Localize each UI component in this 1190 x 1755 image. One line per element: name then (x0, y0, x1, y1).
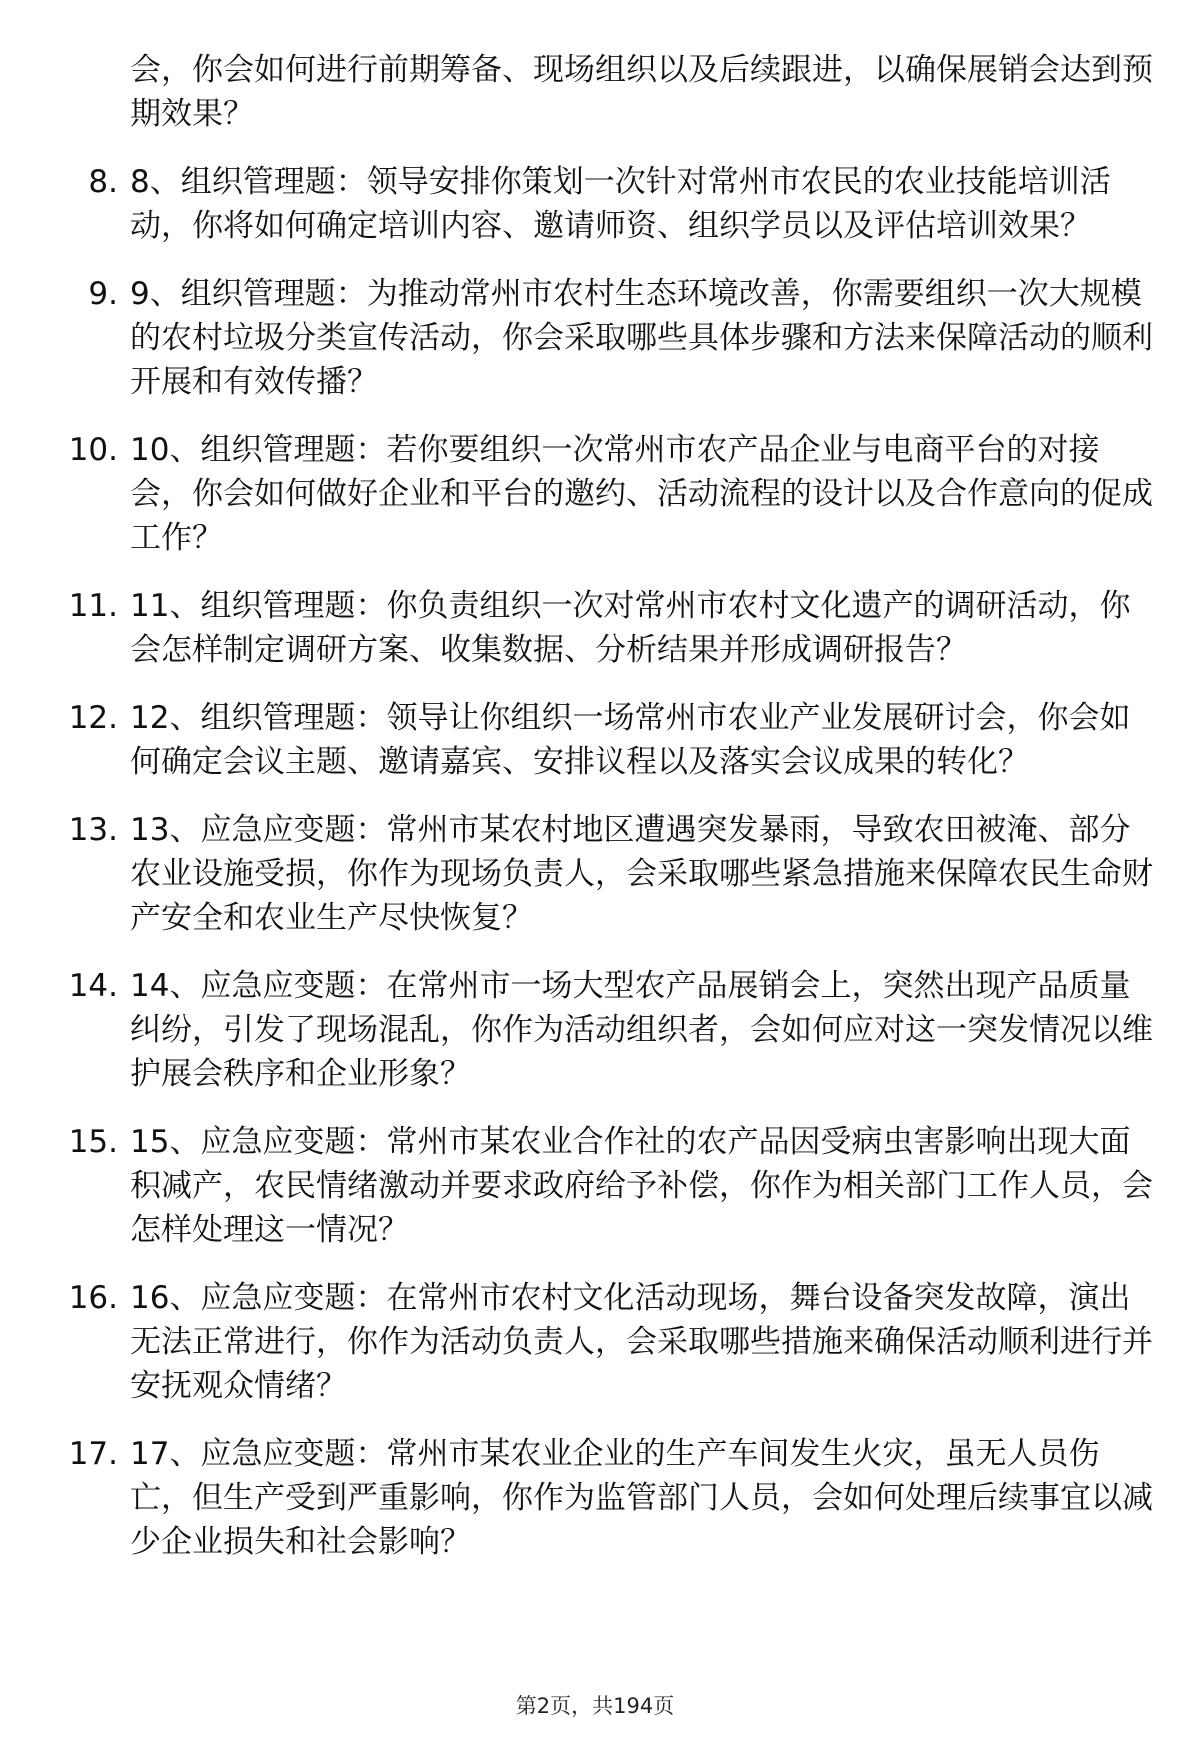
item-number: 17. (68, 1436, 118, 1472)
list-item-continuation (60, 48, 1170, 136)
list-item (60, 964, 1170, 1096)
item-number: 14. (68, 968, 118, 1004)
list-item (60, 160, 1170, 248)
question-text: 12、组织管理题：领导让你组织一场常州市农业产业发展研讨会，你会如何确定会议主题、邀请嘉宾、安排议程以及落实会议成果的转化？ (130, 700, 1131, 780)
list-item (60, 428, 1170, 560)
question-text: 15、应急应变题：常州市某农业合作社的农产品因受病虫害影响出现大面积减产，农民情绪激动并要求政府给予补偿，你作为相关部门工作人员，会怎样处理这一情况？ (130, 1124, 1153, 1248)
list-item (60, 1276, 1170, 1408)
question-text: 10、组织管理题：若你要组织一次常州市农产品企业与电商平台的对接会，你会如何做好企业和平台的邀约、活动流程的设计以及合作意向的促成工作？ (130, 432, 1153, 556)
list-item (60, 808, 1170, 940)
question-text: 11、组织管理题：你负责组织一次对常州市农村文化遗产的调研活动，你会怎样制定调研方案、收集数据、分析结果并形成调研报告？ (130, 588, 1131, 668)
list-item (60, 584, 1170, 672)
item-number: 15. (68, 1124, 118, 1160)
item-number: 11. (68, 588, 118, 624)
question-text: 13、应急应变题：常州市某农村地区遭遇突发暴雨，导致农田被淹、部分农业设施受损，你作为现场负责人，会采取哪些紧急措施来保障农民生命财产安全和农业生产尽快恢复？ (130, 812, 1153, 936)
item-number: 16. (68, 1280, 118, 1316)
list-item (60, 272, 1170, 404)
question-text: 9、组织管理题：为推动常州市农村生态环境改善，你需要组织一次大规模的农村垃圾分类宣传活动，你会采取哪些具体步骤和方法来保障活动的顺利开展和有效传播？ (130, 276, 1153, 400)
item-number: 8. (88, 164, 118, 200)
question-text: 17、应急应变题：常州市某农业企业的生产车间发生火灾，虽无人员伤亡，但生产受到严重影响，你作为监管部门人员，会如何处理后续事宜以减少企业损失和社会影响？ (130, 1436, 1153, 1560)
continuation-text: 会，你会如何进行前期筹备、现场组织以及后续跟进，以确保展销会达到预期效果？ (130, 52, 1153, 132)
question-list (60, 48, 1170, 1588)
list-item (60, 696, 1170, 784)
list-item (60, 1120, 1170, 1252)
list-item (60, 1432, 1170, 1564)
item-number: 12. (68, 700, 118, 736)
item-number: 9. (88, 276, 118, 312)
item-number: 13. (68, 812, 118, 848)
page-footer: 第2页，共194页 (515, 1694, 675, 1718)
question-text: 16、应急应变题：在常州市农村文化活动现场，舞台设备突发故障，演出无法正常进行，你作为活动负责人，会采取哪些措施来确保活动顺利进行并安抚观众情绪？ (130, 1280, 1153, 1404)
question-text: 14、应急应变题：在常州市一场大型农产品展销会上，突然出现产品质量纠纷，引发了现场混乱，你作为活动组织者，会如何应对这一突发情况以维护展会秩序和企业形象？ (130, 968, 1153, 1092)
question-text: 8、组织管理题：领导安排你策划一次针对常州市农民的农业技能培训活动，你将如何确定培训内容、邀请师资、组织学员以及评估培训效果？ (130, 164, 1111, 244)
item-number: 10. (68, 432, 118, 468)
